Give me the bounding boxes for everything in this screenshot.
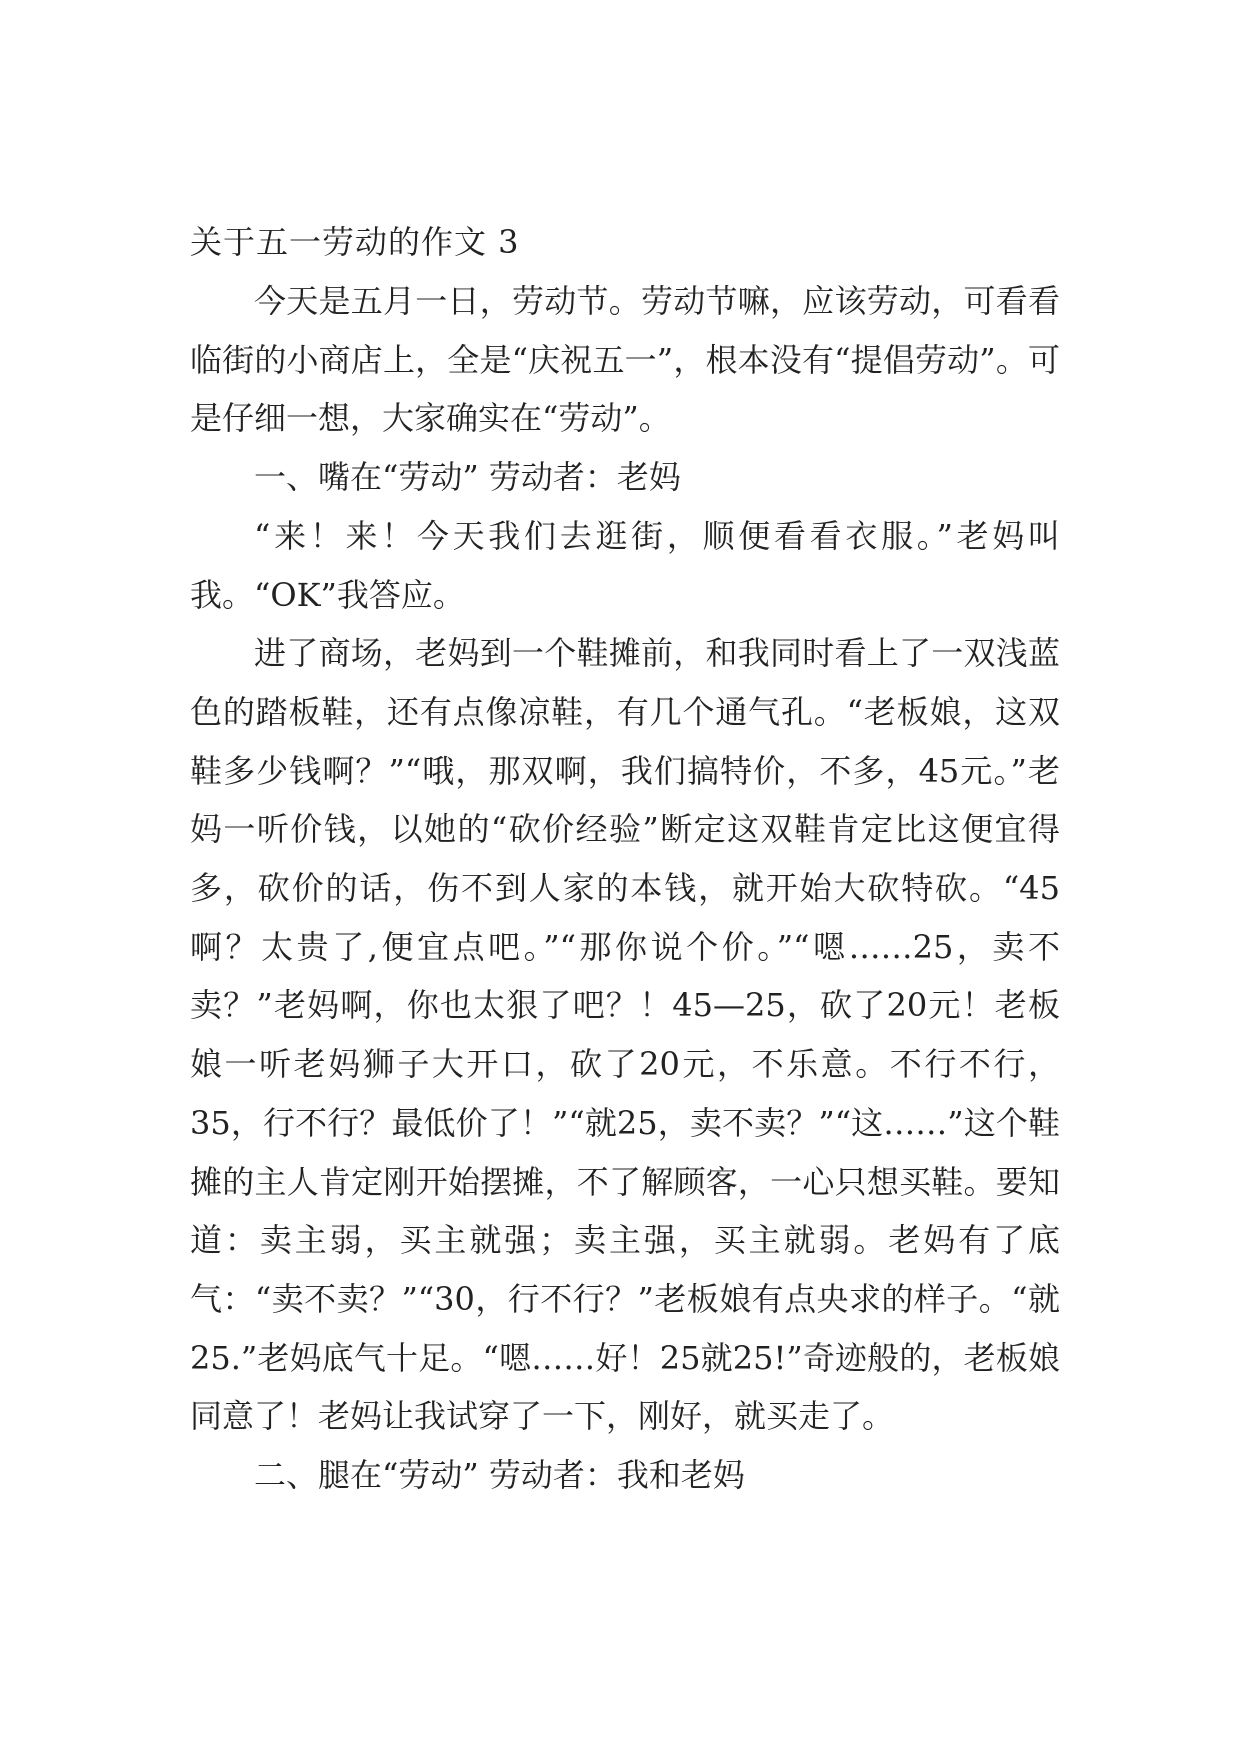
essay-title: 关于五一劳动的作文 3 [190, 223, 520, 261]
paragraph-bargaining: 进了商场，老妈到一个鞋摊前，和我同时看上了一双浅蓝色的踏板鞋，还有点像凉鞋，有几个通气孔。“老板娘，这双鞋多少钱啊？”“哦，那双啊，我们搞特价，不多，45元。”老妈一听价钱，以她的“砍价经验”断定这双鞋肯定比这便宜得多，砍价的话，伤不到人家的本钱，就开始大砍特砍。“45啊？太贵了,便宜点吧。”“那你说个价。”“嗯……25，卖不卖？”老妈啊，你也太狠了吧？！45—25，砍了20元！老板娘一听老妈狮子大开口，砍了20元，不乐意。不行不行，35，行不行？最低价了！”“就25，卖不卖？”“这……”这个鞋摊的主人肯定刚开始摆摊，不了解顾客，一心只想买鞋。要知道：卖主弱，买主就强；卖主强，买主就弱。老妈有了底气：“卖不卖？”“30，行不行？”老板娘有点央求的样子。“就25.”老妈底气十足。“嗯……好！25就25!”奇迹般的，老板娘同意了！老妈让我试穿了一下，刚好，就买走了。 [190, 634, 1060, 1436]
paragraph-invitation: “来！来！今天我们去逛街，顺便看看衣服。”老妈叫我。“OK”我答应。 [190, 516, 1060, 614]
section-heading-legs: 二、腿在“劳动” 劳动者：我和老妈 [254, 1456, 745, 1495]
section-heading-mouth: 一、嘴在“劳动” 劳动者：老妈 [254, 458, 681, 497]
paragraph-intro: 今天是五月一日，劳动节。劳动节嘛，应该劳动，可看看临街的小商店上，全是“庆祝五一”，根本没有“提倡劳动”。可是仔细一想，大家确实在“劳动”。 [190, 282, 1060, 438]
document-body [190, 222, 1060, 1505]
